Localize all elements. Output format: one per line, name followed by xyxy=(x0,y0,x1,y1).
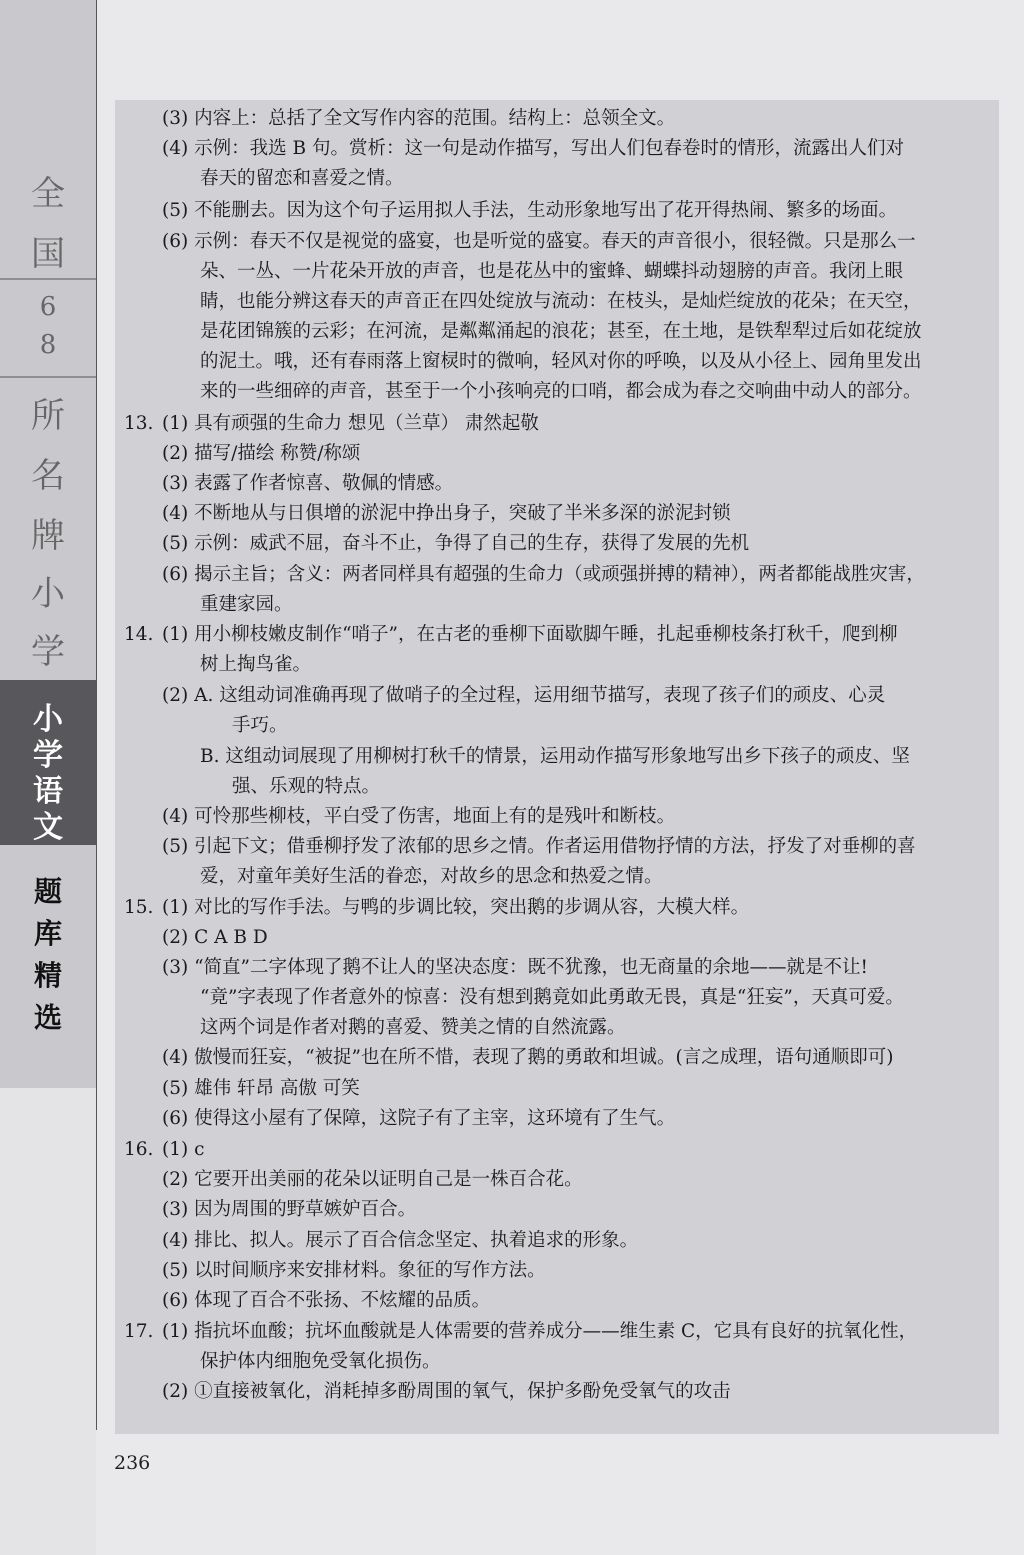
answer-line: (2) 描写/描绘 称赞/称颂 xyxy=(162,443,361,464)
answer-line: (5) 引起下文；借垂柳抒发了浓郁的思乡之情。作者运用借物抒情的方法，抒发了对垂柳的喜 xyxy=(162,836,916,857)
series-title-char: 全 xyxy=(31,174,65,214)
answer-line: (4) 可怜那些柳枝，平白受了伤害，地面上有的是残叶和断枝。 xyxy=(162,806,676,827)
answer-line: (5) 示例：威武不屈，奋斗不止，争得了自己的生存，获得了发展的先机 xyxy=(162,533,750,554)
answer-line: 爱，对童年美好生活的眷恋，对故乡的思念和热爱之情。 xyxy=(200,866,663,887)
series-title-char: 学 xyxy=(31,632,65,672)
answer-line: 强、乐观的特点。 xyxy=(232,776,381,797)
question-number: 14. xyxy=(124,624,154,645)
subject-char: 小 xyxy=(33,702,63,737)
series-title-char: 所 xyxy=(31,396,65,436)
answer-line: (3) “简直”二字体现了鹅不让人的坚决态度：既不犹豫，也无商量的余地——就是不让! xyxy=(162,957,868,978)
question-number: 16. xyxy=(124,1139,154,1160)
series-title-char: 8 xyxy=(39,330,57,360)
answer-line: (2) 它要开出美丽的花朵以证明自己是一株百合花。 xyxy=(162,1169,583,1190)
answer-line: (1) 对比的写作手法。与鸭的步调比较，突出鹅的步调从容，大模大样。 xyxy=(162,897,750,918)
series-title-char: 国 xyxy=(31,234,65,274)
question-number: 15. xyxy=(124,897,154,918)
answer-line: 来的一些细碎的声音，甚至于一个小孩响亮的口哨，都会成为春之交响曲中动人的部分。 xyxy=(200,381,922,402)
section-char: 库 xyxy=(33,917,62,950)
answer-line: (1) 指抗坏血酸；抗坏血酸就是人体需要的营养成分——维生素 C，它具有良好的抗氧化性， xyxy=(162,1321,918,1342)
subject-block xyxy=(0,680,96,845)
subject-char: 学 xyxy=(33,738,63,773)
answer-line: (5) 以时间顺序来安排材料。象征的写作方法。 xyxy=(162,1260,546,1281)
answer-line: (6) 揭示主旨；含义：两者同样具有超强的生命力（或顽强拼搏的精神），两者都能战胜灾害， xyxy=(162,564,925,585)
answer-line: B. 这组动词展现了用柳树打秋千的情景，运用动作描写形象地写出乡下孩子的顽皮、坚 xyxy=(200,746,910,767)
answer-line: “竟”字表现了作者意外的惊喜：没有想到鹅竟如此勇敢无畏，真是“狂妄”，天真可爱。 xyxy=(200,987,904,1008)
answer-line: 春天的留恋和喜爱之情。 xyxy=(200,168,404,189)
question-number: 17. xyxy=(124,1321,154,1342)
answer-line: (1) c xyxy=(162,1139,205,1160)
page-number: 236 xyxy=(114,1452,151,1474)
series-title-char: 牌 xyxy=(31,516,65,556)
answer-line: (6) 体现了百合不张扬、不炫耀的品质。 xyxy=(162,1290,491,1311)
answer-line: (6) 示例：春天不仅是视觉的盛宴，也是听觉的盛宴。春天的声音很小，很轻微。只是那么一 xyxy=(162,231,916,252)
section-char: 题 xyxy=(33,875,62,908)
answer-line: (5) 不能删去。因为这个句子运用拟人手法，生动形象地写出了花开得热闹、繁多的场面。 xyxy=(162,200,898,221)
subject-char: 语 xyxy=(33,774,63,809)
answer-line: 朵、一丛、一片花朵开放的声音，也是花丛中的蜜蜂、蝴蝶抖动翅膀的声音。我闭上眼 xyxy=(200,261,904,282)
answer-line: (1) 用小柳枝嫩皮制作“哨子”，在古老的垂柳下面歇脚午睡，扎起垂柳枝条打秋千，爬到柳 xyxy=(162,624,898,645)
answer-line: 这两个词是作者对鹅的喜爱、赞美之情的自然流露。 xyxy=(200,1017,626,1038)
answer-line: (6) 使得这小屋有了保障，这院子有了主宰，这环境有了生气。 xyxy=(162,1108,676,1129)
series-title-char: 小 xyxy=(31,574,65,614)
answer-line: 手巧。 xyxy=(232,715,288,736)
answer-line: (2) ①直接被氧化，消耗掉多酚周围的氧气，保护多酚免受氧气的攻击 xyxy=(162,1381,731,1402)
answer-line: (4) 不断地从与日俱增的淤泥中挣出身子，突破了半米多深的淤泥封锁 xyxy=(162,503,731,524)
answer-line: (5) 雄伟 轩昂 高傲 可笑 xyxy=(162,1078,360,1099)
section-char: 精 xyxy=(33,959,62,992)
answer-line: (4) 排比、拟人。展示了百合信念坚定、执着追求的形象。 xyxy=(162,1230,639,1251)
sidebar xyxy=(0,0,96,1555)
answer-line: 重建家园。 xyxy=(200,594,293,615)
section-char: 选 xyxy=(33,1001,62,1034)
answer-line: (2) A. 这组动词准确再现了做哨子的全过程，运用细节描写，表现了孩子们的顽皮、心灵 xyxy=(162,685,886,706)
sidebar-rule xyxy=(96,0,97,1430)
answer-line: (2) C A B D xyxy=(162,927,268,948)
subject-char: 文 xyxy=(33,810,63,845)
series-title-char: 名 xyxy=(31,456,65,496)
answer-line: (3) 因为周围的野草嫉妒百合。 xyxy=(162,1199,417,1220)
answer-line: 是花团锦簇的云彩；在河流，是粼粼涌起的浪花；甚至，在土地，是铁犁犁过后如花绽放 xyxy=(200,321,922,342)
question-number: 13. xyxy=(124,413,154,434)
answer-line: (3) 内容上：总括了全文写作内容的范围。结构上：总领全文。 xyxy=(162,108,676,129)
series-divider xyxy=(0,376,96,378)
answer-line: (4) 傲慢而狂妄，“被捉”也在所不惜，表现了鹅的勇敢和坦诚。(言之成理，语句通顺即可) xyxy=(162,1047,894,1068)
answer-line: 树上掏鸟雀。 xyxy=(200,654,312,675)
series-title-char: 6 xyxy=(39,292,57,322)
answer-line: (1) 具有顽强的生命力 想见（兰草） 肃然起敬 xyxy=(162,413,539,434)
series-divider xyxy=(0,278,96,280)
answer-line: (4) 示例：我选 B 句。赏析：这一句是动作描写，写出人们包春卷时的情形，流露出人们对 xyxy=(162,138,904,159)
answer-line: 睛，也能分辨这春天的声音正在四处绽放与流动：在枝头，是灿烂绽放的花朵；在天空， xyxy=(200,291,922,312)
answer-line: 保护体内细胞免受氧化损伤。 xyxy=(200,1351,441,1372)
answer-line: (3) 表露了作者惊喜、敬佩的情感。 xyxy=(162,473,454,494)
answer-line: 的泥土。哦，还有春雨落上窗棂时的微响，轻风对你的呼唤，以及从小径上、园角里发出 xyxy=(200,351,922,372)
